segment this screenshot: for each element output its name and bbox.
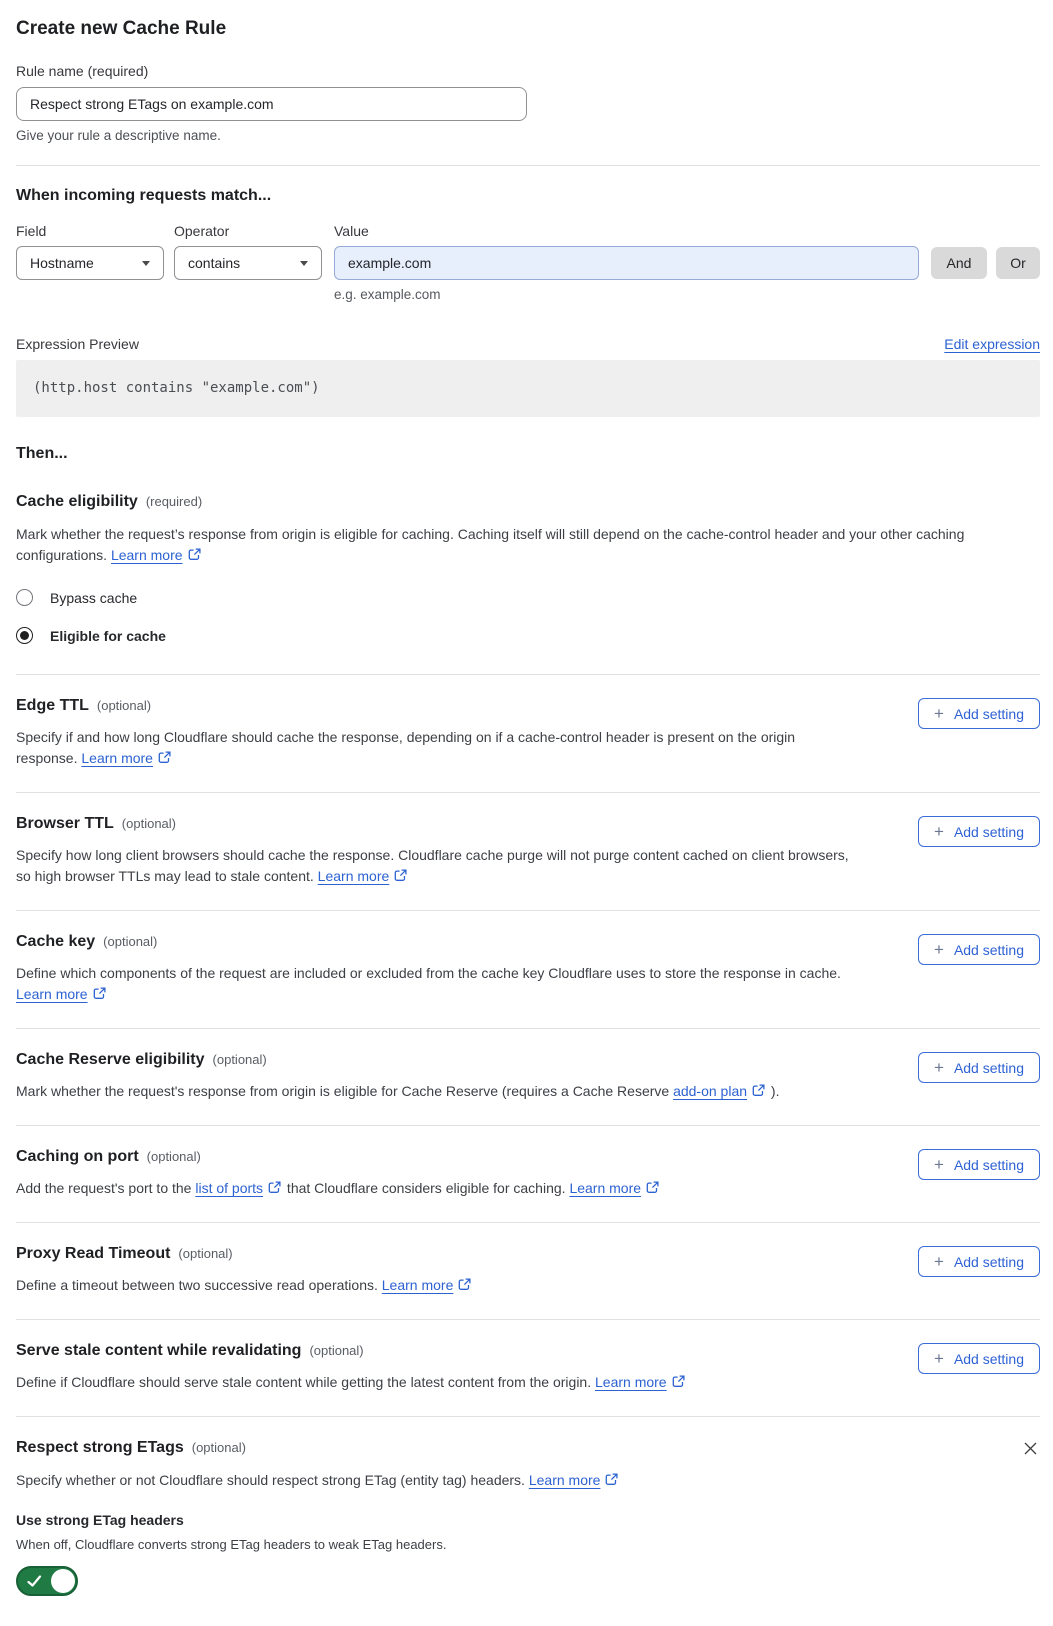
description-text: that Cloudflare considers eligible for caching. xyxy=(283,1180,570,1196)
setting-section-proxy-read-timeout xyxy=(16,1222,1040,1319)
setting-title: Proxy Read Timeout xyxy=(16,1245,171,1262)
description-text: Define if Cloudflare should serve stale content while getting the latest content from the origin. xyxy=(16,1374,595,1390)
setting-title: Cache Reserve eligibility xyxy=(16,1051,205,1068)
operator-select[interactable] xyxy=(174,246,322,280)
edit-expression-link[interactable]: Edit expression xyxy=(944,336,1040,352)
rule-name-helper: Give your rule a descriptive name. xyxy=(16,128,221,143)
description-text: Specify if and how long Cloudflare should cache the response, depending on if a cache-control header is present on the origin response. xyxy=(16,729,796,766)
operator-label: Operator xyxy=(174,223,230,239)
description-text: Mark whether the request’s response from origin is eligible for caching. Caching itself will still depend on the cache-control header and your other caching configurations. xyxy=(16,526,965,563)
setting-title: Browser TTL xyxy=(16,815,114,832)
divider xyxy=(16,165,1040,166)
toggle-knob xyxy=(51,1569,75,1593)
external-link-icon xyxy=(458,1278,471,1291)
remove-setting-button[interactable] xyxy=(1021,1439,1040,1458)
external-link-icon xyxy=(605,1473,618,1486)
plus-icon: + xyxy=(934,1252,944,1271)
description-text: Add the request's port to the xyxy=(16,1180,196,1196)
add-setting-button[interactable] xyxy=(918,1149,1040,1180)
setting-title: Serve stale content while revalidating xyxy=(16,1342,302,1359)
learn-more-link[interactable]: Learn more xyxy=(595,1374,667,1390)
setting-title: Respect strong ETags xyxy=(16,1439,184,1456)
setting-title: Cache key xyxy=(16,933,96,950)
field-label: Field xyxy=(16,223,47,239)
add-setting-label: Add setting xyxy=(953,1059,1024,1076)
setting-section-edge-ttl xyxy=(16,674,1040,792)
radio-circle-icon xyxy=(16,627,33,644)
close-icon xyxy=(1023,1441,1038,1456)
setting-description xyxy=(16,1178,661,1199)
external-link-icon xyxy=(672,1375,685,1388)
add-setting-button[interactable] xyxy=(918,1246,1040,1277)
match-heading: When incoming requests match... xyxy=(16,187,272,204)
expression-code: (http.host contains "example.com") xyxy=(16,360,1040,417)
add-setting-label: Add setting xyxy=(953,1253,1024,1270)
plus-icon: + xyxy=(934,1058,944,1077)
add-setting-button[interactable] xyxy=(918,934,1040,965)
learn-more-link[interactable]: Learn more xyxy=(317,868,390,884)
add-setting-button[interactable] xyxy=(918,1343,1040,1374)
description-text: ). xyxy=(767,1083,780,1099)
add-setting-label: Add setting xyxy=(953,1350,1024,1367)
external-link-icon xyxy=(268,1181,281,1194)
check-icon xyxy=(27,1575,42,1588)
then-heading: Then... xyxy=(16,445,68,462)
description-text: Specify whether or not Cloudflare should respect strong ETag (entity tag) headers. xyxy=(16,1472,529,1488)
setting-title: Edge TTL xyxy=(16,697,89,714)
optional-badge: (optional) xyxy=(146,1149,201,1164)
optional-badge: (optional) xyxy=(309,1343,364,1358)
add-setting-label: Add setting xyxy=(953,941,1024,958)
rule-name-input[interactable] xyxy=(16,87,527,121)
etags-subdescription: When off, Cloudflare converts strong ETag headers to weak ETag headers. xyxy=(16,1537,447,1552)
external-link-icon xyxy=(394,869,407,882)
plus-icon: + xyxy=(934,1155,944,1174)
setting-section-cache-key xyxy=(16,910,1040,1028)
plus-icon: + xyxy=(934,1349,944,1368)
value-label: Value xyxy=(334,223,369,239)
page-title: Create new Cache Rule xyxy=(16,18,227,39)
optional-badge: (optional) xyxy=(96,698,152,713)
setting-section-caching-on-port xyxy=(16,1125,1040,1222)
learn-more-link[interactable]: Learn more xyxy=(569,1180,642,1196)
or-button[interactable]: Or xyxy=(996,247,1040,279)
setting-section-browser-ttl xyxy=(16,792,1040,910)
optional-badge: (optional) xyxy=(178,1246,233,1261)
setting-section-respect-strong-etags xyxy=(16,1416,1040,1596)
optional-settings-list xyxy=(16,674,1040,1596)
value-helper: e.g. example.com xyxy=(334,287,441,302)
plus-icon: + xyxy=(934,822,944,841)
add-on-plan-link[interactable]: add-on plan xyxy=(673,1083,748,1099)
add-setting-label: Add setting xyxy=(953,705,1024,722)
match-controls xyxy=(16,246,1040,280)
setting-description xyxy=(16,963,851,1005)
setting-description xyxy=(16,1275,473,1296)
plus-icon: + xyxy=(934,704,944,723)
learn-more-link[interactable]: Learn more xyxy=(110,547,183,563)
match-column-labels xyxy=(16,223,1040,239)
external-link-icon xyxy=(93,987,106,1000)
radio-eligible-for-cache[interactable] xyxy=(16,627,1040,644)
radio-bypass-cache[interactable] xyxy=(16,589,1040,606)
description-text: Mark whether the request's response from origin is eligible for Cache Reserve (requires a Cache Reserve xyxy=(16,1083,674,1099)
learn-more-link[interactable]: Learn more xyxy=(16,986,88,1002)
learn-more-link[interactable]: Learn more xyxy=(528,1472,601,1488)
add-setting-label: Add setting xyxy=(953,1156,1024,1173)
setting-section-serve-stale xyxy=(16,1319,1040,1416)
chevron-down-icon xyxy=(142,261,150,266)
optional-badge: (optional) xyxy=(103,934,158,949)
add-setting-button[interactable] xyxy=(918,698,1040,729)
cache-eligibility-heading xyxy=(16,492,1040,512)
cache-eligibility-title: Cache eligibility xyxy=(16,493,138,510)
setting-description xyxy=(16,727,851,769)
description-text: Define a timeout between two successive read operations. xyxy=(16,1277,382,1293)
rule-name-label: Rule name (required) xyxy=(16,63,149,79)
setting-title: Caching on port xyxy=(16,1148,139,1165)
learn-more-link[interactable]: Learn more xyxy=(81,750,153,766)
create-cache-rule-page xyxy=(0,17,1053,1626)
description-text: Define which components of the request are included or excluded from the cache key Cloudflare uses to store the response in cache. xyxy=(16,965,841,981)
external-link-icon xyxy=(752,1084,765,1097)
required-badge: (required) xyxy=(145,494,203,509)
external-link-icon xyxy=(188,548,201,561)
etags-description xyxy=(16,1470,1040,1491)
external-link-icon xyxy=(158,751,171,764)
chevron-down-icon xyxy=(300,261,308,266)
setting-description xyxy=(16,1372,687,1393)
optional-badge: (optional) xyxy=(121,816,176,831)
strong-etag-toggle[interactable] xyxy=(16,1566,78,1596)
setting-section-cache-reserve-eligibility xyxy=(16,1028,1040,1125)
radio-circle-icon xyxy=(16,589,33,606)
radio-label: Bypass cache xyxy=(50,589,138,606)
optional-badge: (optional) xyxy=(191,1440,246,1455)
learn-more-link[interactable]: Learn more xyxy=(381,1277,454,1293)
field-select-value: Hostname xyxy=(30,255,94,271)
setting-description xyxy=(16,1081,779,1102)
radio-label: Eligible for cache xyxy=(50,627,166,644)
add-setting-button[interactable] xyxy=(918,1052,1040,1083)
description-text: Specify how long client browsers should cache the response. Cloudflare cache purge will not purge content cached on client browsers, so high browser TTLs may lead to stale content. xyxy=(16,847,849,884)
external-link-icon xyxy=(646,1181,659,1194)
and-button[interactable]: And xyxy=(931,247,987,279)
optional-badge: (optional) xyxy=(212,1052,267,1067)
expression-preview-label: Expression Preview xyxy=(16,336,139,352)
setting-description xyxy=(16,845,851,887)
value-input[interactable] xyxy=(334,246,919,280)
etags-subheading: Use strong ETag headers xyxy=(16,1512,184,1528)
field-select[interactable] xyxy=(16,246,164,280)
add-setting-button[interactable] xyxy=(918,816,1040,847)
add-setting-label: Add setting xyxy=(953,823,1024,840)
operator-select-value: contains xyxy=(188,255,241,271)
expression-preview-row xyxy=(16,336,1040,352)
plus-icon: + xyxy=(934,940,944,959)
list-of-ports-link[interactable]: list of ports xyxy=(195,1180,264,1196)
cache-eligibility-description xyxy=(16,524,1031,566)
